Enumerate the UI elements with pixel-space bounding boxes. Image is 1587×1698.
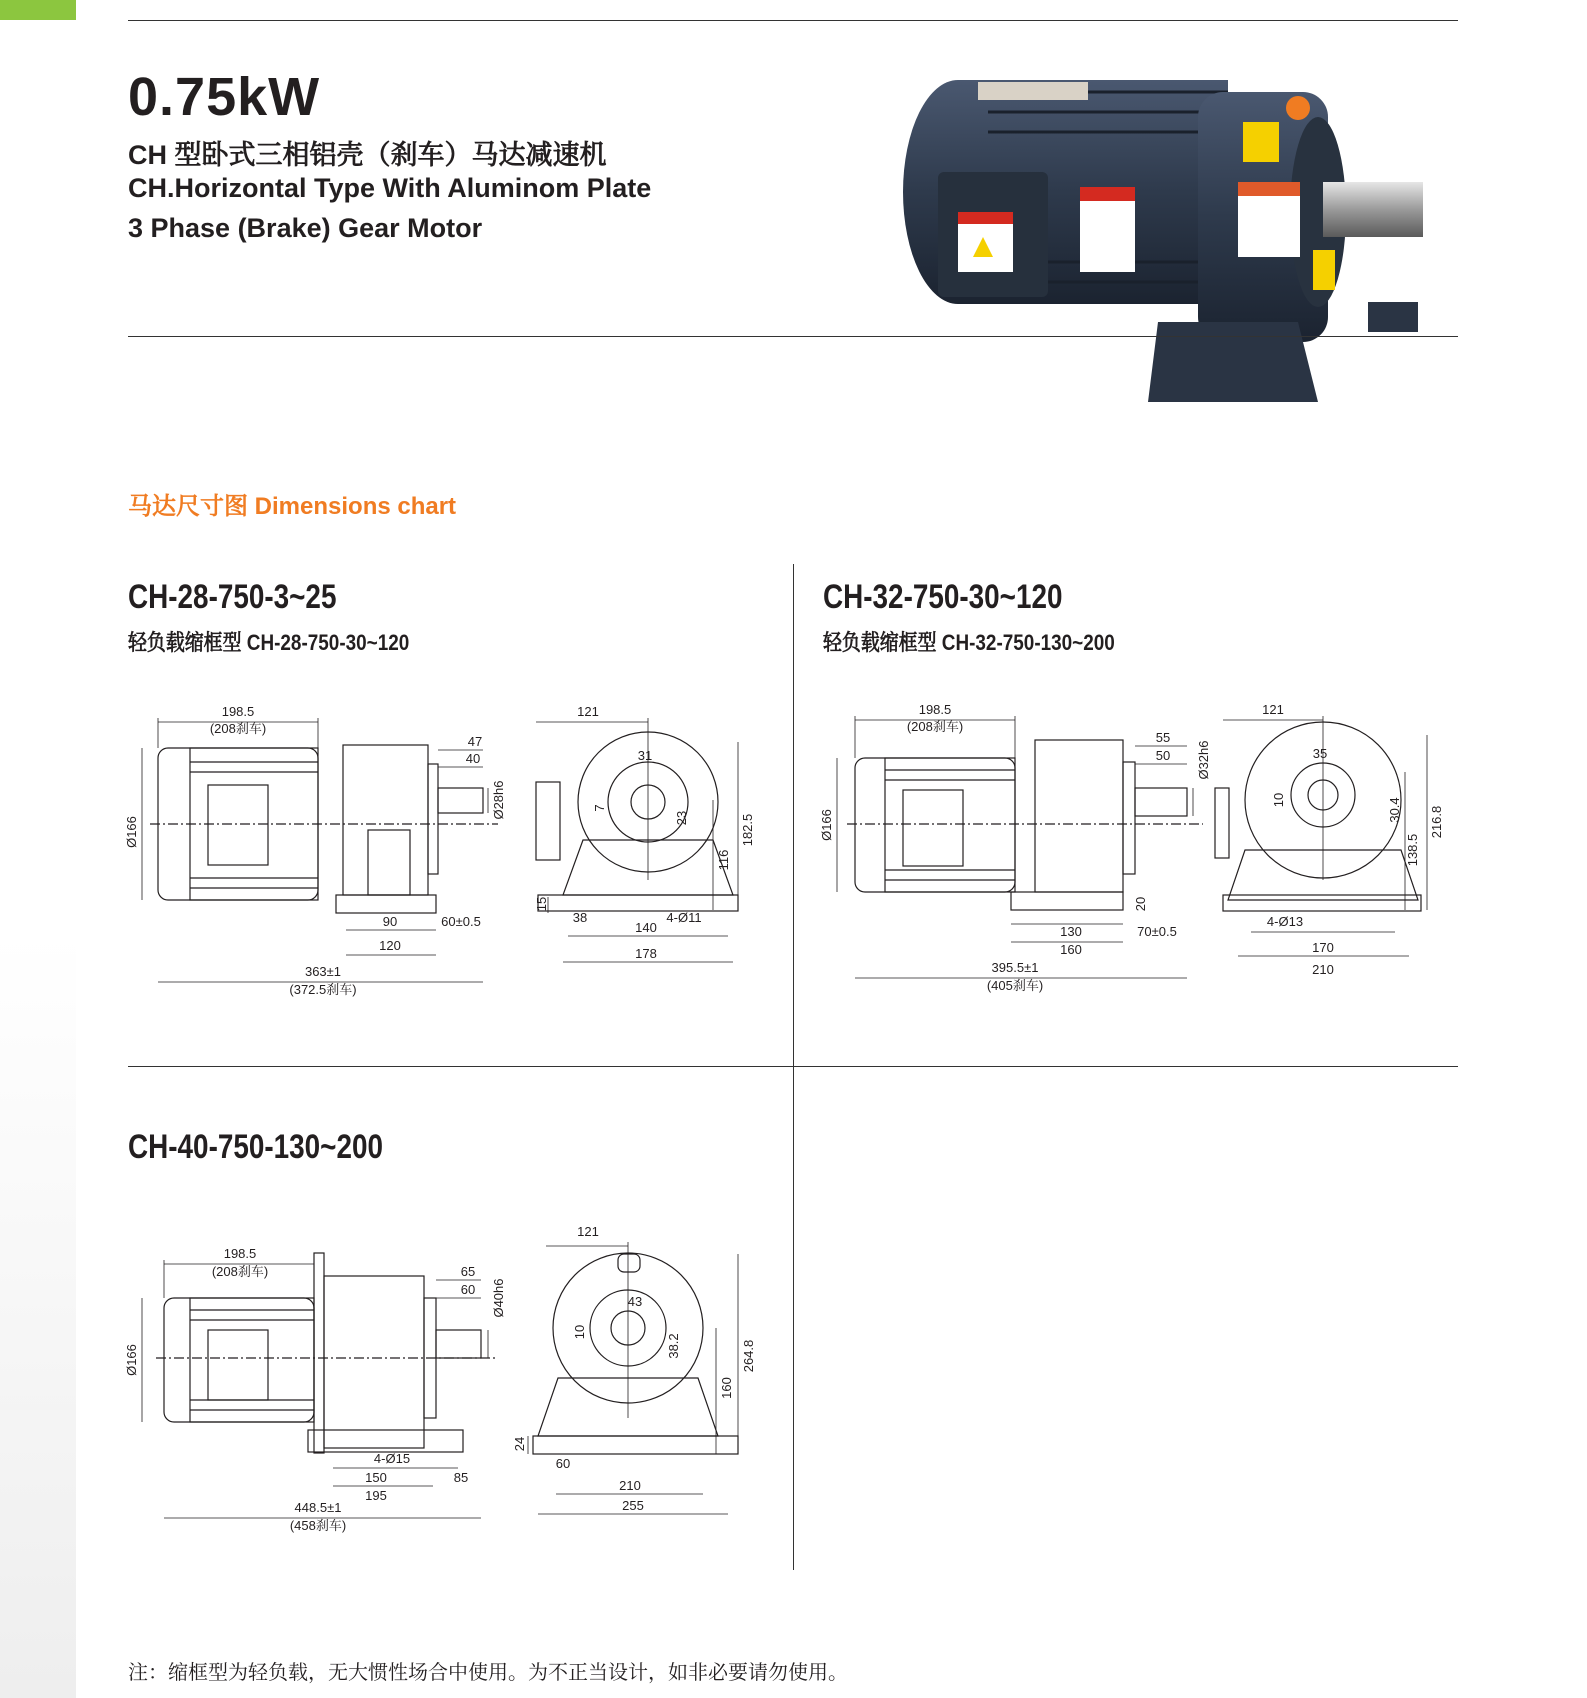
p2-shaft-50: 50: [1155, 748, 1171, 763]
p3-h-24: 24: [512, 1436, 527, 1452]
p1-total: 363±1: [304, 964, 342, 979]
p2-key-35: 35: [1312, 746, 1328, 761]
header-divider: [128, 336, 1458, 337]
p1-h-23: 23: [674, 810, 689, 826]
p1-shaft-40: 40: [465, 751, 481, 766]
p3-total: 448.5±1: [294, 1500, 342, 1515]
green-page-tab: [0, 0, 76, 20]
p2-key-10: 10: [1271, 792, 1286, 808]
panel2-model: CH-32-750-30~120: [823, 578, 1063, 616]
p1-h-116: 116: [716, 849, 731, 871]
p2-total: 395.5±1: [991, 960, 1039, 975]
p1-holes: 4-Ø11: [666, 910, 702, 925]
p1-front-121: 121: [577, 704, 599, 719]
panel-vertical-divider: [793, 564, 794, 1570]
p3-holes: 4-Ø15: [373, 1451, 411, 1466]
p2-shaft-dia: Ø32h6: [1196, 740, 1211, 780]
panel1-model: CH-28-750-3~25: [128, 578, 337, 616]
p2-foot-70: 70±0.5: [1137, 924, 1177, 939]
p3-h-38: 38.2: [666, 1333, 681, 1359]
p2-h-216: 216.8: [1429, 805, 1444, 839]
panel-horizontal-divider: [128, 1066, 1458, 1067]
p1-len-top-brake: (208刹车): [209, 721, 267, 736]
title-chinese: CH 型卧式三相铝壳（刹车）马达减速机: [128, 140, 607, 170]
p1-foot-120: 120: [379, 938, 401, 953]
p3-key-43: 43: [627, 1294, 643, 1309]
p1-shaft-47: 47: [467, 734, 483, 749]
p3-shaft-60: 60: [460, 1282, 476, 1297]
p2-h-30: 30.4: [1387, 797, 1402, 823]
p2-len-top: 198.5: [918, 702, 952, 717]
p3-h-264: 264.8: [741, 1339, 756, 1373]
p2-foot-130: 130: [1060, 924, 1082, 939]
p3-w-255: 255: [622, 1498, 644, 1513]
title-english-line1: CH.Horizontal Type With Aluminom Plate: [128, 173, 652, 203]
p2-w-210: 210: [1312, 962, 1334, 977]
p1-w-38: 38: [572, 910, 588, 925]
p2-total-brake: (405刹车): [986, 978, 1044, 993]
p1-total-brake: (372.5刹车): [289, 982, 357, 997]
panel3-dimension-drawing: [124, 1218, 768, 1538]
p1-h-182: 182.5: [740, 813, 755, 847]
p1-key-7: 7: [592, 804, 607, 812]
p3-w-60: 60: [555, 1456, 571, 1471]
p3-foot-195: 195: [365, 1488, 387, 1503]
p2-foot-160: 160: [1060, 942, 1082, 957]
p2-len-top-brake: (208刹车): [906, 719, 964, 734]
p3-foot-85: 85: [453, 1470, 469, 1485]
p3-body-dia: Ø166: [124, 1344, 139, 1376]
p1-body-dia: Ø166: [124, 816, 139, 848]
p3-shaft-dia: Ø40h6: [491, 1278, 506, 1318]
top-divider: [128, 20, 1458, 21]
p1-len-top: 198.5: [221, 704, 255, 719]
p3-w-210: 210: [619, 1478, 641, 1493]
p3-foot-150: 150: [365, 1470, 387, 1485]
power-rating: 0.75kW: [128, 67, 321, 127]
p1-foot-60: 60±0.5: [441, 914, 481, 929]
p3-h-160: 160: [719, 1377, 734, 1399]
p2-front-121: 121: [1262, 702, 1284, 717]
panel2-dimension-drawing: [819, 700, 1463, 1000]
panel1-variant: 轻负载缩框型 CH-28-750-30~120: [128, 630, 410, 655]
panel3-model: CH-40-750-130~200: [128, 1128, 383, 1166]
p2-body-dia: Ø166: [819, 809, 834, 841]
p2-h-20: 20: [1133, 896, 1148, 912]
p1-shaft-dia: Ø28h6: [491, 780, 506, 820]
p1-h-15: 15: [534, 896, 549, 912]
p2-h-138: 138.5: [1405, 833, 1420, 867]
dimensions-chart-title: 马达尺寸图 Dimensions chart: [128, 493, 457, 520]
p1-foot-90: 90: [382, 914, 398, 929]
gear-motor-photo: [898, 62, 1463, 432]
panel2-variant: 轻负载缩框型 CH-32-750-130~200: [823, 630, 1115, 655]
p1-w-140: 140: [635, 920, 657, 935]
title-english-line2: 3 Phase (Brake) Gear Motor: [128, 213, 483, 243]
p3-len-top: 198.5: [223, 1246, 257, 1261]
p3-key-10: 10: [572, 1324, 587, 1340]
p2-shaft-55: 55: [1155, 730, 1171, 745]
p3-shaft-65: 65: [460, 1264, 476, 1279]
footnote: 注：缩框型为轻负载，无大惯性场合中使用。为不正当设计，如非必要请勿使用。: [128, 1662, 848, 1684]
p3-front-121: 121: [577, 1224, 599, 1239]
panel1-dimension-drawing: [124, 700, 768, 1000]
p1-key-31: 31: [637, 748, 653, 763]
p1-w-178: 178: [635, 946, 657, 961]
p3-len-top-brake: (208刹车): [211, 1264, 269, 1279]
page-margin-band: [0, 0, 76, 1698]
p2-holes: 4-Ø13: [1266, 914, 1304, 929]
p3-total-brake: (458刹车): [289, 1518, 347, 1533]
p2-w-170: 170: [1312, 940, 1334, 955]
